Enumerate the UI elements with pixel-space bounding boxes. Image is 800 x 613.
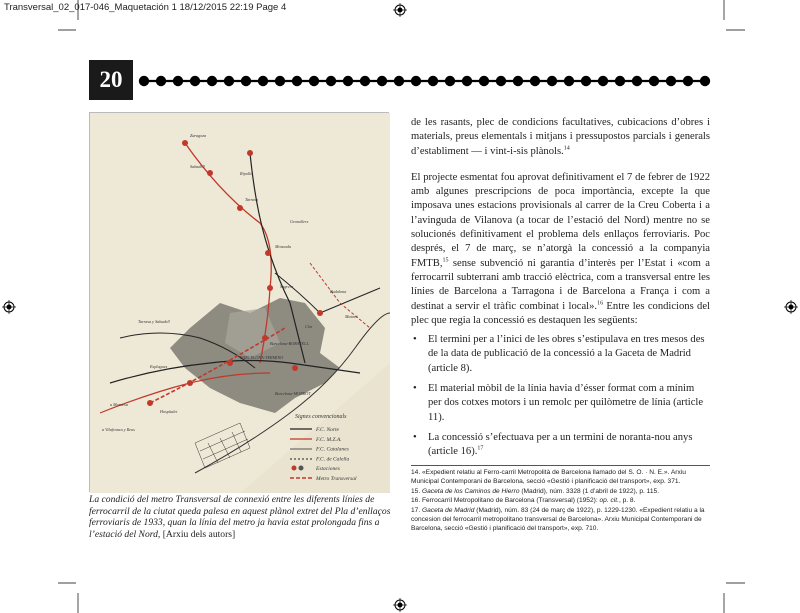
bullet-icon: • bbox=[413, 431, 417, 443]
figure-caption bbox=[89, 494, 391, 540]
station-dot-icon bbox=[173, 76, 183, 86]
station-dot-icon bbox=[598, 76, 608, 86]
legend-title: Signes convencionals bbox=[295, 414, 347, 420]
station-dot-icon bbox=[564, 76, 574, 86]
place-label: Hospitalet bbox=[160, 409, 178, 414]
paragraph-1: de les rasants, plec de condicions facultatives, cubicacions d’obres i materials, preus elementals i mitjans i pressupostos parcials i generals d’establiment — i vint-i-sis plànols.$^{14}$ bbox=[411, 117, 710, 157]
station-dot-icon bbox=[530, 76, 540, 86]
caption-text: La condició del metro Transversal de connexió entre les diferents línies de ferrocarril de la ciutat queda palesa en aquest plànol extret del Pla d’enllaços ferroviaris de 1933, quan la línia del metro ja havia estat prolongada fins a l’estació del Nord, bbox=[89, 494, 391, 540]
place-label: Tarrasa bbox=[245, 197, 259, 202]
station-dot-icon bbox=[241, 76, 251, 86]
footnote-14: 14. «Expedient relatiu al Ferro-carril Metropolità de Barcelona llamado del S. O. · N. E.». Arxiu Municipal Contemporani de Barcelona, secció «Gestió i planificació del transport», exp. 371. bbox=[411, 469, 686, 486]
footnote-17: 17. Gaceta de Madrid (Madrid), núm. 83 (24 de març de 1922), p. 1229-1230. «Expedient relatiu a la concesion del ferrocarril metropolitano transversal de Barcelona». Arxiu Municipal Contemporani de Barcelona, secció «Gestió i planificació del transport», exp. 710. bbox=[411, 506, 705, 533]
legend-item: F.C. Catalanes bbox=[316, 446, 349, 453]
print-slug: Transversal_02_017-046_Maquetación 1 18/12/2015 22:19 Page 4 bbox=[4, 2, 287, 13]
place-label: Zaragoza bbox=[190, 133, 207, 138]
list-item: • La concessió s’efectuava per a un termini de noranta-nou anys (article 16).$^{17}$ bbox=[413, 431, 693, 458]
station-dot-icon bbox=[309, 76, 319, 86]
place-label: Sabadell bbox=[190, 164, 205, 169]
place-label: Esplugues bbox=[150, 364, 168, 369]
station-dot-icon bbox=[547, 76, 557, 86]
station-dot-icon bbox=[207, 76, 217, 86]
bullet-icon: • bbox=[413, 334, 417, 346]
place-label: Tarrasa y Sabadell bbox=[138, 319, 170, 324]
place-label: Barcelona-MORROT bbox=[275, 391, 311, 396]
page-number: 20 bbox=[89, 60, 133, 100]
station-dot-icon bbox=[360, 76, 370, 86]
station-dot-icon bbox=[394, 76, 404, 86]
place-label: a Manresa bbox=[110, 402, 128, 407]
list-item: • El termini per a l’inici de les obres s’estipulava en tres mesos des de la data de publicació de la concessió a la Gaceta de Madrid (article 8). bbox=[413, 334, 705, 374]
place-label: Mataró bbox=[345, 314, 358, 319]
station-dot-icon bbox=[479, 76, 489, 86]
station-dot-icon bbox=[224, 76, 234, 86]
footnote-ref-17[interactable]: 17 bbox=[477, 445, 484, 452]
bullet-icon: • bbox=[413, 383, 417, 395]
station-dot-icon bbox=[343, 76, 353, 86]
place-label: Moncada bbox=[275, 244, 291, 249]
station-dot-icon bbox=[615, 76, 625, 86]
station-dot-icon bbox=[666, 76, 676, 86]
station-dot-icon bbox=[190, 76, 200, 86]
station-dot-icon bbox=[139, 76, 149, 86]
place-label: a Vilafranca y Reus bbox=[102, 427, 135, 432]
legend-item: F.C. de Calella bbox=[316, 456, 350, 463]
list-item: • El material mòbil de la línia havia d’ésser format com a mínim per dos cotxes motors i un remolc per quilòmetre de línia (article 11). bbox=[413, 383, 704, 423]
caption-source: [Arxiu dels autors] bbox=[162, 528, 236, 540]
station-dot-icon bbox=[513, 76, 523, 86]
station-dot-icon bbox=[156, 76, 166, 86]
place-label: Ripollet bbox=[240, 171, 254, 176]
place-label: Barcelona-BORATELL bbox=[270, 341, 309, 346]
station-dot-icon bbox=[700, 76, 710, 86]
footnote-16: 16. Ferrocarril Metropolitano de Barcelona (Transversal) (1952): op. cit., p. 8. bbox=[411, 497, 636, 505]
footnote-ref-16[interactable]: 16 bbox=[597, 300, 604, 307]
legend-item: F.C. Norte bbox=[316, 427, 339, 433]
conditions-list bbox=[411, 333, 710, 459]
station-dot-icon bbox=[411, 76, 421, 86]
station-dot-icon bbox=[258, 76, 268, 86]
footnotes bbox=[411, 465, 710, 534]
station-dot-icon bbox=[683, 76, 693, 86]
place-label: Clot bbox=[305, 324, 313, 329]
station-dot-icon bbox=[292, 76, 302, 86]
station-dot-icon bbox=[445, 76, 455, 86]
footnote-ref-15[interactable]: 15 bbox=[442, 257, 449, 264]
station-dot-icon bbox=[581, 76, 591, 86]
body-text bbox=[411, 116, 710, 466]
station-dot-icon bbox=[632, 76, 642, 86]
legend-item: Metro Transversal bbox=[316, 476, 357, 482]
legend-item: Estaciones bbox=[316, 466, 340, 473]
station-dot-icon bbox=[377, 76, 387, 86]
historic-railway-map bbox=[89, 112, 389, 492]
paragraph-2: El projecte esmentat fou aprovat definitivament el 7 de febrer de 1922 amb algunes prescripcions de poca importància, excepte la que imposava unes estacions provisionals al carrer de la Creu Coberta i a l’avinguda de Vilanova (a tocar de l’estació del Nord) mentre no se solucionés definitivament el problema dels enllaços ferroviaris. Poc després, el 7 de març, se n’atorgà la concessió a la companyia FMTB,$^{15}$ sense subvenció ni garantia d’interès per l’Estat i «com a ferrocarril subterrani amb tracció elèctrica, com a transversal entre les línies de Barcelona a Tarragona i de Barcelona a França i com a destinat a servir el tràfic combinat i local».$^{16}$ Entre les condicions del plec que regia la concessió es destaquen les següents: bbox=[411, 171, 710, 326]
station-dot-icon bbox=[428, 76, 438, 86]
metro-line-decoration bbox=[138, 70, 713, 92]
map-drawing bbox=[90, 113, 390, 493]
station-dot-icon bbox=[326, 76, 336, 86]
legend-item: F.C. M.Z.A. bbox=[316, 436, 342, 443]
station-dot-icon bbox=[496, 76, 506, 86]
place-label: BARCELONA-TERMINO bbox=[240, 355, 284, 360]
station-dot-icon bbox=[275, 76, 285, 86]
footnote-ref-14[interactable]: 14 bbox=[563, 145, 570, 152]
footnote-15: 15. Gaceta de los Caminos de Hierro (Madrid), núm. 3328 (1 d’abril de 1922), p. 115. bbox=[411, 487, 660, 495]
place-label: Badalona bbox=[330, 289, 347, 294]
place-label: Granollers bbox=[290, 219, 309, 224]
place-label: Sagrera bbox=[280, 284, 294, 289]
station-dot-icon bbox=[462, 76, 472, 86]
station-dot-icon bbox=[649, 76, 659, 86]
